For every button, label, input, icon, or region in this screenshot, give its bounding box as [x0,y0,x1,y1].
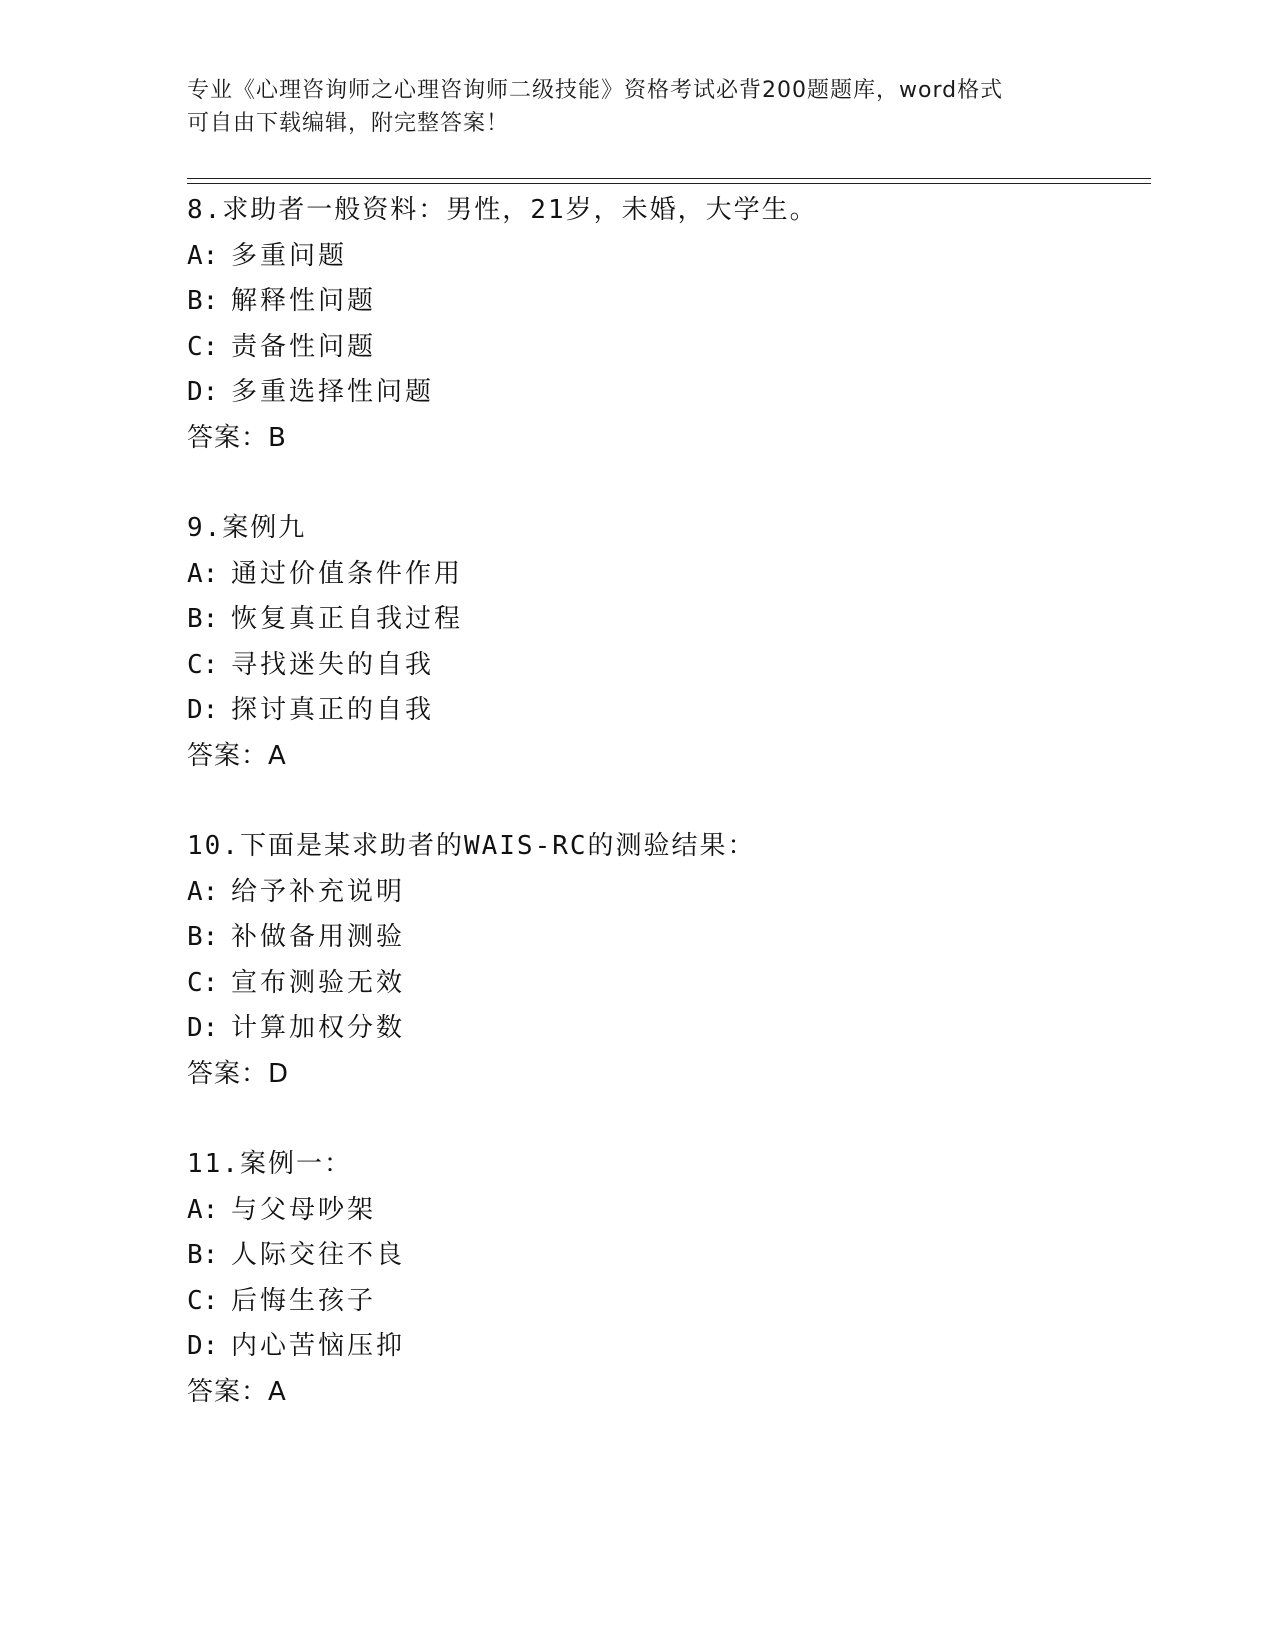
option-a [187,870,1151,916]
option-letter: D: [187,1331,219,1361]
option-text: 计算加权分数 [231,1013,406,1043]
option-text: 补做备用测验 [231,922,406,952]
option-b [187,279,1151,325]
option-text: 与父母吵架 [231,1194,377,1225]
option-letter: D: [187,1013,219,1043]
option-text: 责备性问题 [231,331,377,362]
option-letter: B: [187,922,219,952]
option-a [187,234,1151,280]
option-c [187,325,1151,371]
option-text: 多重问题 [231,240,348,271]
option-letter: B: [187,604,219,634]
option-text: 探讨真正的自我 [231,695,435,725]
option-a [187,1188,1151,1234]
header-divider-bottom [187,183,1151,184]
option-text: 人际交往不良 [231,1240,406,1270]
option-text: 通过价值条件作用 [231,558,464,589]
option-text: 内心苦恼压抑 [231,1331,406,1361]
question-list [187,188,1151,1460]
option-b [187,597,1151,643]
option-c [187,643,1151,689]
option-text: 寻找迷失的自我 [231,649,435,680]
question-9 [187,506,1151,779]
header-line-2: 可自由下载编辑，附完整答案！ [187,111,510,136]
option-c [187,1279,1151,1325]
option-letter: D: [187,377,219,407]
option-d [187,688,1151,734]
question-10 [187,824,1151,1097]
option-b [187,915,1151,961]
answer-line: 答案：D [187,1058,290,1089]
option-letter: C: [187,1285,219,1316]
option-letter: A: [187,876,219,907]
option-letter: A: [187,558,219,589]
option-b [187,1233,1151,1279]
option-c [187,961,1151,1007]
option-text: 多重选择性问题 [231,377,435,407]
question-8 [187,188,1151,461]
option-a [187,552,1151,598]
option-text: 宣布测验无效 [231,967,406,998]
option-text: 解释性问题 [231,286,377,316]
option-letter: B: [187,1240,219,1270]
answer-line: 答案：A [187,740,287,771]
option-text: 恢复真正自我过程 [231,604,464,634]
option-letter: C: [187,331,219,362]
question-stem: 8.求助者一般资料：男性，21岁，未婚，大学生。 [187,195,818,225]
answer-line: 答案：A [187,1376,287,1407]
option-letter: C: [187,649,219,680]
option-d [187,370,1151,416]
option-letter: A: [187,240,219,271]
option-text: 后悔生孩子 [231,1285,377,1316]
header-line-1: 专业《心理咨询师之心理咨询师二级技能》资格考试必背200题题库，word格式 [187,78,1004,103]
option-d [187,1324,1151,1370]
header-divider-top [187,178,1151,179]
option-letter: C: [187,967,219,998]
option-letter: A: [187,1194,219,1225]
question-11 [187,1142,1151,1415]
option-text: 给予补充说明 [231,876,406,907]
question-stem: 10.下面是某求助者的WAIS-RC的测验结果： [187,831,756,861]
option-d [187,1006,1151,1052]
option-letter: D: [187,695,219,725]
answer-line: 答案：B [187,422,287,453]
document-header [187,74,1077,140]
question-stem: 11.案例一： [187,1149,352,1179]
option-letter: B: [187,286,219,316]
question-stem: 9.案例九 [187,513,307,543]
